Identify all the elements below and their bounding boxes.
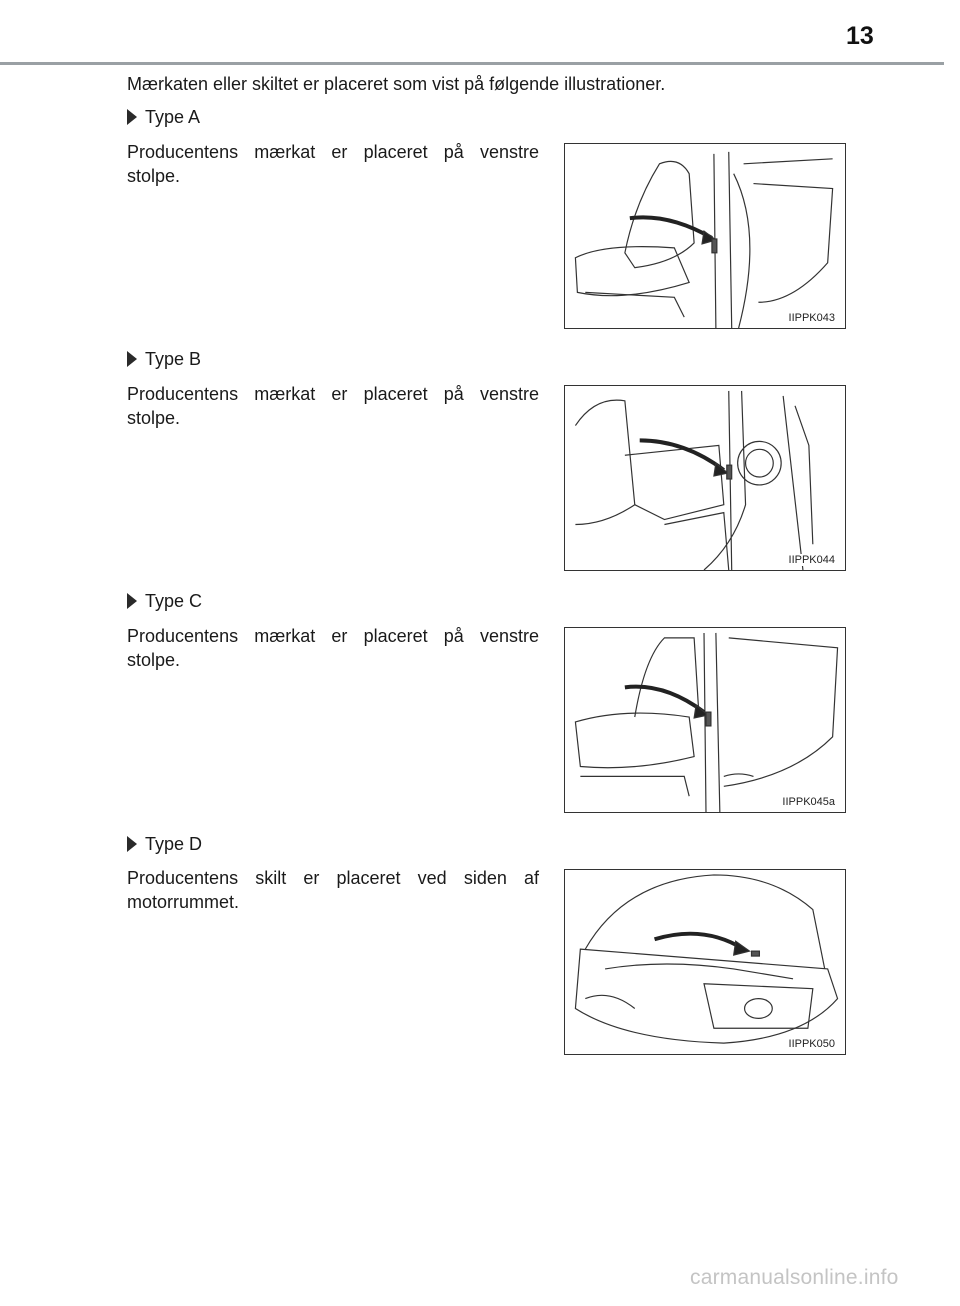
section-text-b: Producentens mærkat er placeret på venstre stolpe. <box>127 384 539 428</box>
triangle-bullet-icon <box>127 351 137 367</box>
figure-type-d <box>564 869 846 1055</box>
intro-text: Mærkaten eller skiltet er placeret som vist på følgende illustrationer. <box>127 74 666 94</box>
watermark[interactable]: carmanualsonline.info <box>690 1266 899 1289</box>
section-heading-label: Type B <box>145 349 202 369</box>
triangle-bullet-icon <box>127 109 137 125</box>
figure-type-a <box>564 143 846 329</box>
section-heading-a <box>127 105 200 129</box>
section-heading-d <box>127 832 202 856</box>
section-text-d: Producentens skilt er placeret ved siden af motorrummet. <box>127 868 539 912</box>
header-rule <box>0 62 944 65</box>
figure-code: IIPPK045a <box>782 796 835 808</box>
section-heading-b <box>127 347 201 371</box>
seat-pillar-illustration <box>565 386 845 570</box>
section-heading-c <box>127 589 202 613</box>
engine-bay-illustration <box>565 870 845 1054</box>
figure-type-b <box>564 385 846 571</box>
figure-code: IIPPK044 <box>788 554 835 566</box>
figure-type-c <box>564 627 846 813</box>
triangle-bullet-icon <box>127 593 137 609</box>
section-heading-label: Type C <box>145 591 203 611</box>
section-heading-label: Type A <box>145 107 201 127</box>
section-text-c: Producentens mærkat er placeret på venstre stolpe. <box>127 626 539 670</box>
seat-pillar-illustration <box>565 628 845 812</box>
triangle-bullet-icon <box>127 836 137 852</box>
section-heading-label: Type D <box>145 834 203 854</box>
section-text-a: Producentens mærkat er placeret på venstre stolpe. <box>127 142 539 186</box>
figure-code: IIPPK043 <box>788 312 835 324</box>
seat-pillar-illustration <box>565 144 845 328</box>
page-number: 13 <box>846 22 874 50</box>
figure-code: IIPPK050 <box>788 1038 835 1050</box>
